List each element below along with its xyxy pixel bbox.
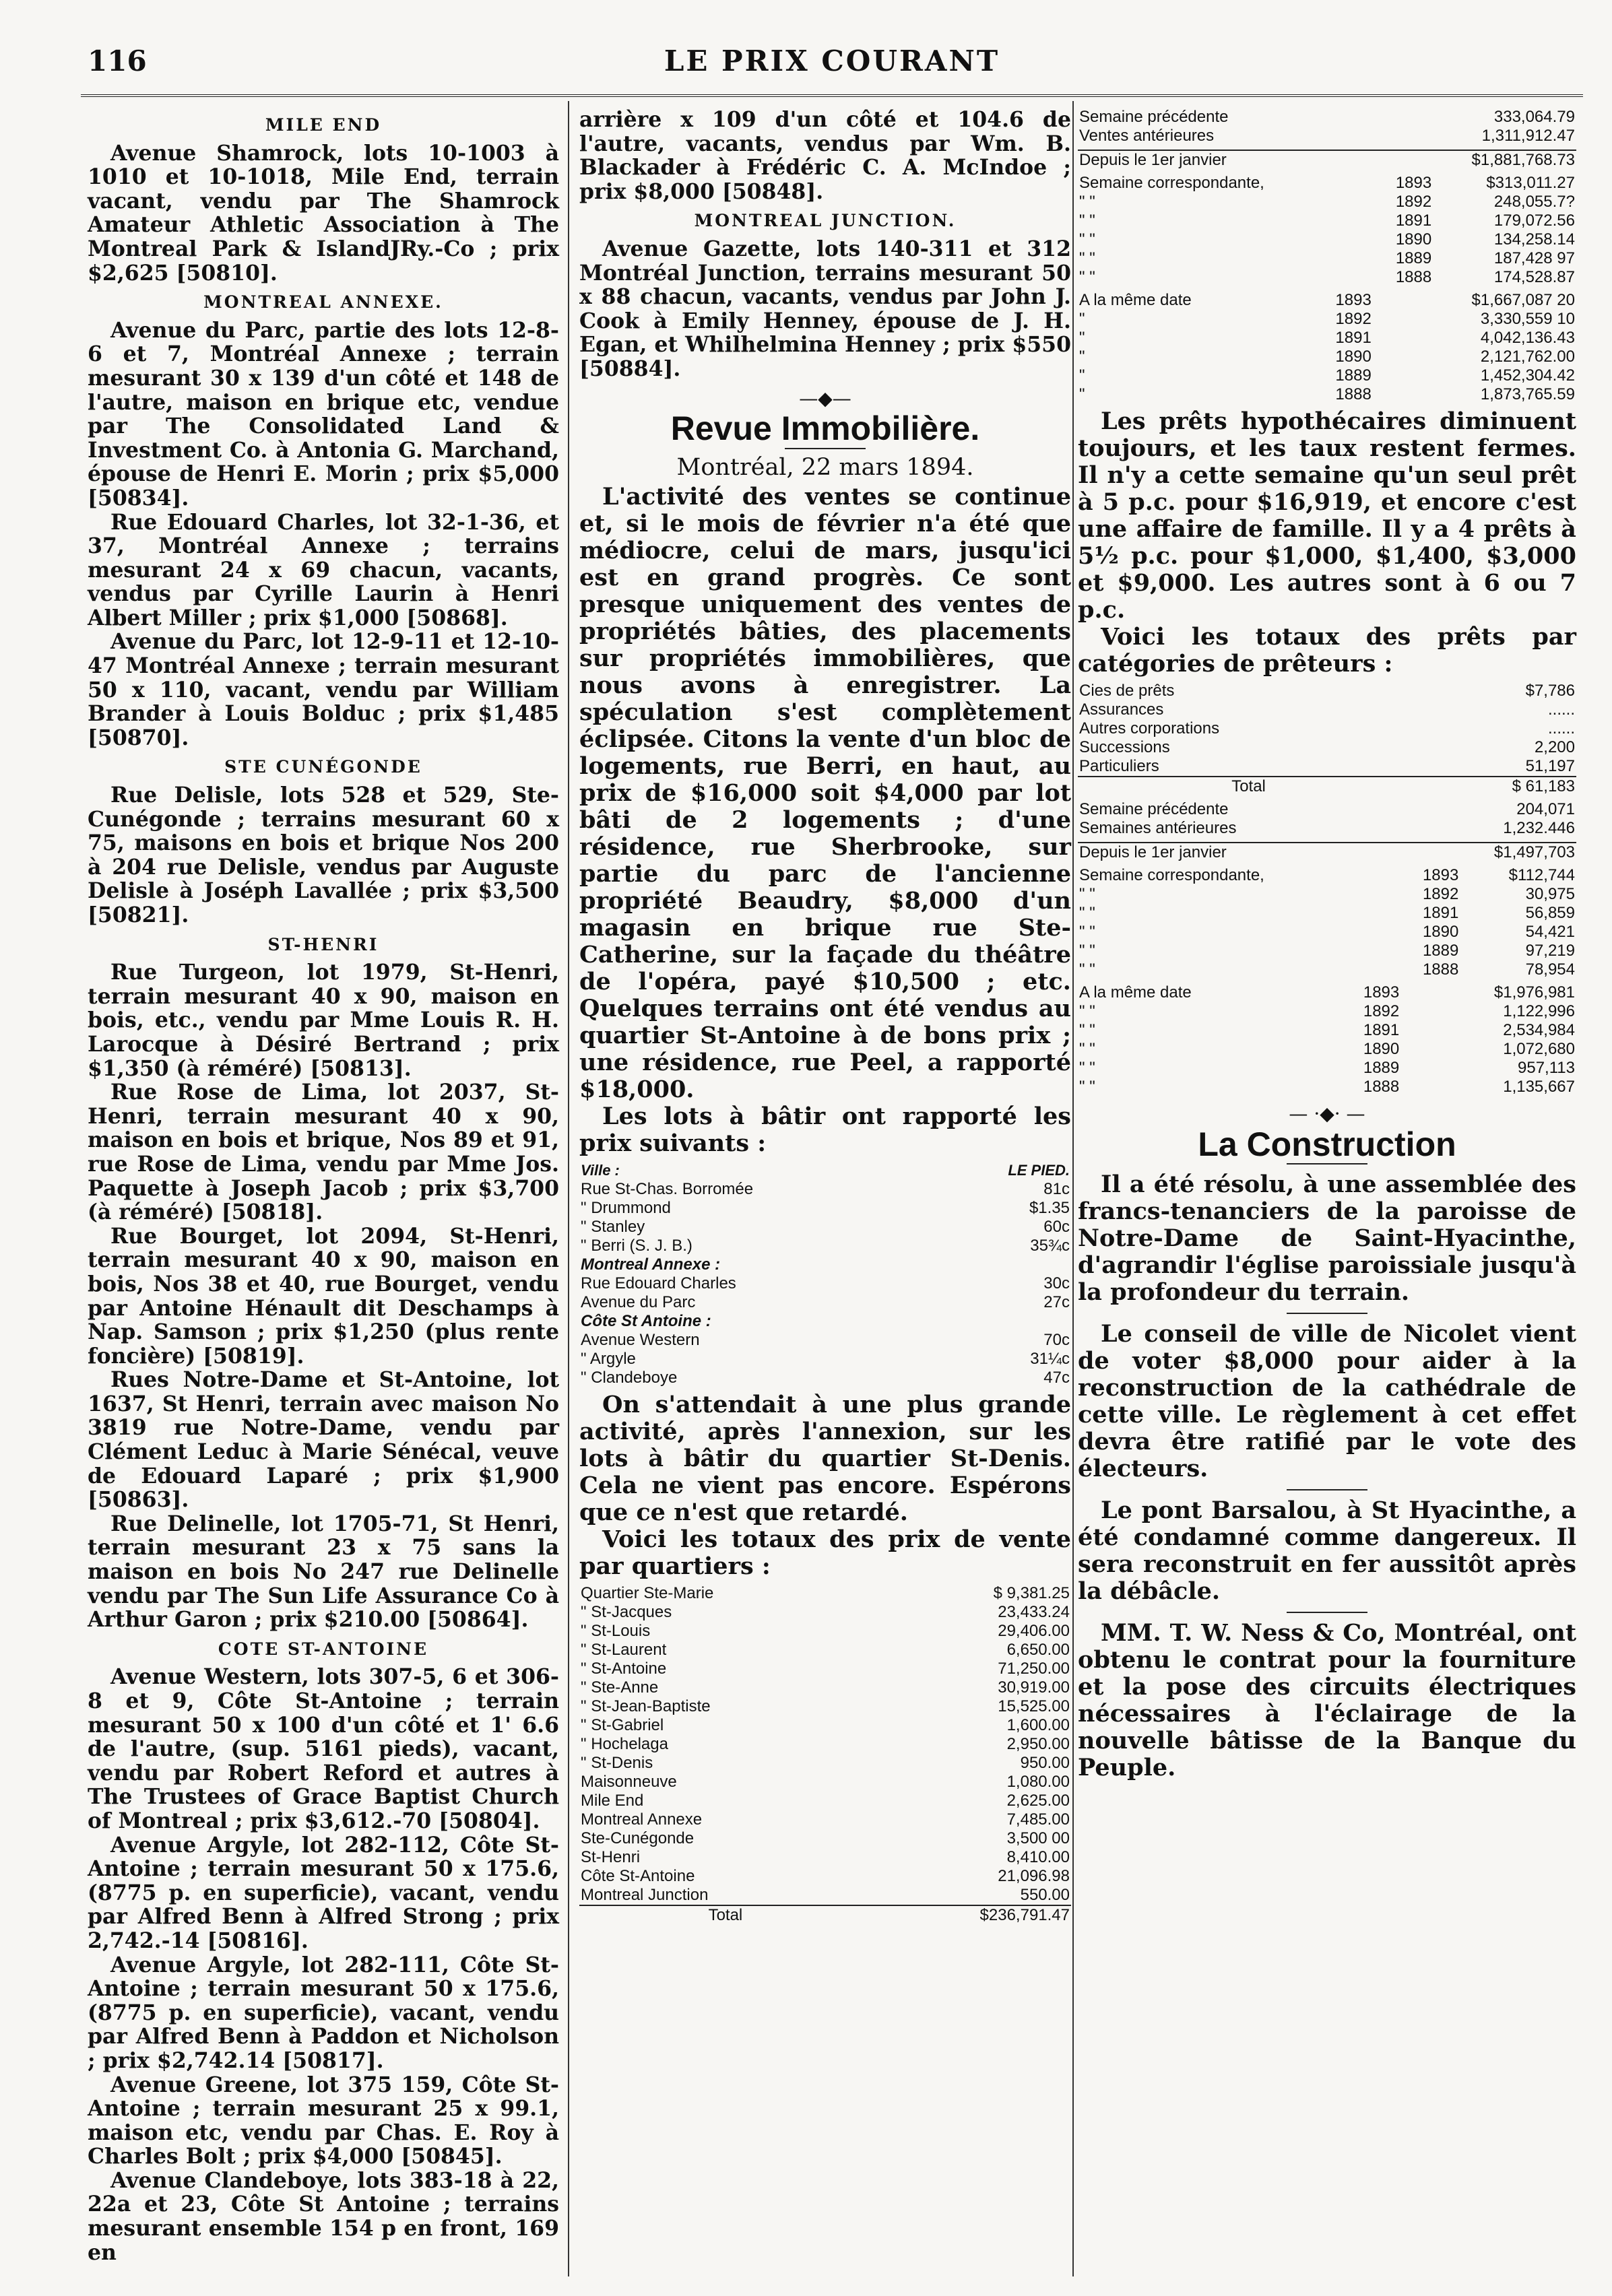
column-3-stats	[1078, 108, 1576, 1781]
total-label: Total	[579, 1905, 872, 1925]
table-header: Ville :	[581, 1162, 620, 1179]
row-year: 1890	[1335, 348, 1372, 366]
row-value: 950.00	[1020, 1754, 1070, 1773]
row-value: 4,042,136.43	[1480, 329, 1575, 347]
row-value	[939, 1255, 1071, 1274]
total-label: Total	[1078, 777, 1419, 796]
row-value: 2,121,762.00	[1480, 348, 1575, 366]
row-label: Ste-Cunégonde	[581, 1829, 695, 1848]
previous-weeks-table	[1078, 800, 1576, 838]
table-row	[1078, 174, 1576, 193]
section-heading: MONTREAL JUNCTION.	[694, 211, 957, 231]
row-label: " "	[1079, 230, 1095, 249]
sale-paragraph: Rue Bourget, lot 2094, St-Henri, terrain mesurant 40 x 90, maison en bois, Nos 38 et 40, rue Bourget, vendu par Antoine Hénault dit Deschamps à Nap. Samson ; prix $1,250 (plus rente foncière) [50819].	[88, 1223, 559, 1369]
row-value: 54,421	[1525, 923, 1575, 941]
row-value: 51,197	[1525, 757, 1575, 775]
table-row	[1078, 211, 1576, 230]
table-row	[1078, 700, 1576, 719]
sale-paragraph: Rues Notre-Dame et St-Antoine, lot 1637, St Henri, terrain avec maison No 3819 rue Notre-Dame, vendu par Clément Leduc à Marie Sénécal, veuve de Edouard Laparé ; prix $1,900 [50863].	[88, 1367, 559, 1513]
row-value: 78,954	[1525, 960, 1575, 979]
table-row	[1078, 1002, 1576, 1021]
row-label: Semaine précédente	[1079, 108, 1229, 126]
row-year: 1889	[1363, 1059, 1400, 1077]
sale-paragraph: Rue Turgeon, lot 1979, St-Henri, terrain mesurant 40 x 90, maison en bois, etc., vendu par Mme Louis R. H. Larocque à Désiré Bertrand ; prix $1,350 (à réméré) [50813].	[88, 960, 559, 1081]
table-row	[1078, 983, 1576, 1002]
row-label: " St-Louis	[581, 1622, 651, 1641]
row-label: Montreal Junction	[581, 1886, 709, 1905]
row-label: " St-Laurent	[581, 1641, 667, 1660]
sale-paragraph: Rue Delinelle, lot 1705-71, St Henri, terrain mesurant 23 x 75 sans la maison en bois No 247 rue Delinelle vendu par The Sun Life Assurance Co à Arthur Garon ; prix $210.00 [50864].	[88, 1511, 559, 1633]
row-year: 1892	[1422, 885, 1459, 903]
title-rule	[1287, 1163, 1367, 1165]
table-row	[1078, 738, 1576, 757]
sale-paragraph: Avenue Greene, lot 375 159, Côte St-Antoine ; terrain mesurant 25 x 99.1, maison etc, vendu par Chas. E. Roy à Charles Bolt ; prix $4,000 [50845].	[88, 2072, 559, 2169]
row-label: " Clandeboye	[581, 1369, 678, 1387]
table-row	[579, 1641, 1071, 1660]
row-year: 1889	[1335, 366, 1372, 385]
corresponding-week-table	[1078, 866, 1576, 979]
row-label: " St-Jean-Baptiste	[581, 1697, 711, 1716]
row-value: 333,064.79	[1493, 108, 1575, 126]
row-label: Autres corporations	[1079, 719, 1220, 737]
sale-paragraph: Avenue Clandeboye, lots 383-18 à 22, 22a et 23, Côte St Antoine ; terrains mesurant ensemble 154 p en front, 169 en	[88, 2167, 559, 2265]
table-row	[579, 1660, 1071, 1678]
table-row	[579, 1237, 1071, 1255]
table-row	[579, 1867, 1071, 1886]
row-value: 56,859	[1525, 904, 1575, 922]
table-row	[1078, 310, 1576, 329]
table-row	[579, 1180, 1071, 1199]
table-row	[1078, 885, 1576, 904]
page-number: 116	[88, 44, 147, 77]
row-value: 97,219	[1525, 942, 1575, 960]
corresponding-week-table	[1078, 174, 1576, 287]
row-label: Successions	[1079, 738, 1170, 756]
row-value: 2,625.00	[1006, 1792, 1070, 1810]
article-paragraph: Voici les totaux des prêts par catégories de prêteurs :	[1078, 623, 1576, 678]
table-row	[579, 1293, 1071, 1312]
row-value: 1,873,765.59	[1480, 385, 1575, 403]
row-year: 1893	[1395, 174, 1432, 192]
table-row	[579, 1829, 1071, 1848]
row-value: $112,744	[1508, 866, 1575, 884]
column-2-revue	[579, 108, 1071, 1929]
table-row	[1078, 127, 1576, 145]
table-row	[1078, 800, 1576, 819]
title-rule	[785, 448, 866, 449]
item-rule	[1287, 1612, 1367, 1613]
section-heading: STE CUNÉGONDE	[224, 757, 422, 777]
table-row	[1078, 866, 1576, 885]
row-label: Montreal Annexe	[581, 1810, 703, 1829]
row-label: Côte St Antoine :	[581, 1312, 711, 1331]
row-value: 60c	[1043, 1218, 1070, 1237]
row-label: St-Henri	[581, 1848, 641, 1867]
row-year: 1893	[1422, 866, 1459, 884]
row-year: 1890	[1363, 1040, 1400, 1058]
item-rule	[1287, 1489, 1367, 1490]
row-value: $7,786	[1525, 682, 1575, 700]
table-row	[1078, 268, 1576, 287]
article-title: La Construction	[1198, 1125, 1456, 1163]
table-row	[1078, 348, 1576, 366]
row-label: " "	[1079, 960, 1095, 979]
same-date-table	[1078, 983, 1576, 1096]
row-value: 1,122,996	[1503, 1002, 1575, 1020]
page-header	[81, 44, 1583, 85]
row-year: 1888	[1363, 1078, 1400, 1096]
sale-paragraph: Avenue Shamrock, lots 10-1003 à 1010 et 10-1018, Mile End, terrain vacant, vendu par The Shamrock Amateur Athletic Association à The Montreal Park & IslandJRy.-Co ; prix $2,625 [50810].	[88, 140, 559, 286]
row-value: 550.00	[1020, 1886, 1070, 1905]
journal-title: LE PRIX COURANT	[664, 44, 1000, 77]
row-label: " "	[1079, 923, 1095, 941]
row-label: "	[1079, 385, 1085, 403]
row-value: 1,135,667	[1503, 1078, 1575, 1096]
row-value: 8,410.00	[1006, 1848, 1070, 1867]
row-label: Particuliers	[1079, 757, 1159, 775]
sale-paragraph: Avenue du Parc, partie des lots 12-8-6 et 7, Montréal Annexe ; terrain mesurant 30 x 139 d'un côté et 148 de l'autre, maison en brique etc, vendue par The Consolidated Land & Investment Co. à Antonia G. Marchand, épouse de Henri E. Morin ; prix $5,000 [50834].	[88, 317, 559, 511]
row-value: 6,650.00	[1006, 1641, 1070, 1660]
section-heading: COTE ST-ANTOINE	[218, 1639, 429, 1659]
row-year: 1892	[1335, 310, 1372, 328]
row-label: " Ste-Anne	[581, 1678, 659, 1697]
row-year: 1888	[1422, 960, 1459, 979]
article-paragraph: On s'attendait à une plus grande activité, après l'annexion, sur les lots à bâtir du quartier St-Denis. Cela ne vient pas encore. Espérons que ce n'est que retardé.	[579, 1391, 1071, 1527]
row-label: "	[1079, 366, 1085, 385]
row-value: 35¾c	[1030, 1237, 1070, 1255]
row-year: 1893	[1363, 983, 1400, 1002]
table-row	[1078, 193, 1576, 211]
news-item: MM. T. W. Ness & Co, Montréal, ont obtenu le contrat pour la fourniture et la pose des circuits électriques nécessaires à l'éclairage de la nouvelle bâtisse de la Banque du Peuple.	[1078, 1619, 1576, 1782]
row-value: 71,250.00	[998, 1660, 1070, 1678]
article-date: Montréal, 22 mars 1894.	[676, 453, 974, 481]
row-label: " "	[1079, 249, 1095, 267]
loans-by-lender-table	[1078, 682, 1576, 796]
sale-paragraph: Avenue Argyle, lot 282-112, Côte St-Antoine ; terrain mesurant 50 x 175.6, (8775 p. en superficie), vacant, vendu par Alfred Benn à Alfred Strong ; prix 2,742.-14 [50816].	[88, 1832, 559, 1953]
table-row	[579, 1678, 1071, 1697]
article-title: Revue Immobilière.	[670, 409, 980, 448]
row-value: $1,667,087 20	[1471, 291, 1575, 309]
row-label: Côte St-Antoine	[581, 1867, 695, 1886]
column-1-sales	[88, 108, 559, 2264]
table-row	[1078, 291, 1576, 310]
row-value: 179,072.56	[1493, 211, 1575, 230]
row-label: " Stanley	[581, 1218, 645, 1237]
row-value: 7,485.00	[1006, 1810, 1070, 1829]
table-row	[579, 1350, 1071, 1369]
row-label: " "	[1079, 1078, 1095, 1096]
row-value: 21,096.98	[998, 1867, 1070, 1886]
row-label: " Berri (S. J. B.)	[581, 1237, 692, 1255]
row-value: 174,528.87	[1493, 268, 1575, 286]
news-item: Le pont Barsalou, à St Hyacinthe, a été condamné comme dangereux. Il sera reconstruit en fer aussitôt après la débâcle.	[1078, 1497, 1576, 1606]
sale-paragraph: Avenue du Parc, lot 12-9-11 et 12-10-47 Montréal Annexe ; terrain mesurant 50 x 110, vacant, vendu par William Brander à Louis Bolduc ; prix $1,485 [50870].	[88, 629, 559, 750]
table-row	[1078, 108, 1576, 127]
table-row	[1078, 1040, 1576, 1059]
table-row	[579, 1886, 1071, 1905]
row-label: Semaine précédente	[1079, 800, 1229, 818]
article-paragraph: L'activité des ventes se continue et, si le mois de février n'a été que médiocre, celui de mars, jusqu'ici est en grand progrès. Ce sont presque uniquement des ventes de propriétés bâties, des placements sur propriétés immobilières, que nous avons à enregistrer. La spéculation s'est complètement éclipsée. Citons la vente d'un bloc de logements, rue Berri, en haut, au prix de $16,000 soit $4,000 par lot bâti de 2 logements ; d'une résidence, rue Sherbrooke, sur partie du parc de l'ancienne propriété Beaudry, $8,000 d'un magasin en brique rue Ste-Catherine, sur la façade du théâtre de l'opéra, payé $10,500 ; etc. Quelques terrains ont été vendus au quartier St-Antoine à de bons prix ; une résidence, rue Peel, a rapporté $18,000.	[579, 483, 1071, 1104]
row-value: 81c	[1043, 1180, 1070, 1199]
table-row	[579, 1622, 1071, 1641]
row-label: "	[1079, 329, 1085, 347]
table-row	[1078, 366, 1576, 385]
total-value: $236,791.47	[872, 1905, 1071, 1925]
table-row	[1078, 719, 1576, 738]
article-paragraph: Voici les totaux des prix de vente par quartiers :	[579, 1526, 1071, 1581]
row-label: Semaines antérieures	[1079, 819, 1237, 837]
row-year: 1891	[1395, 211, 1432, 230]
table-row	[1078, 923, 1576, 942]
row-label: Avenue du Parc	[581, 1293, 696, 1312]
row-value: ......	[1547, 719, 1575, 737]
row-label: Semaine correspondante,	[1079, 174, 1264, 192]
sale-paragraph: Rue Rose de Lima, lot 2037, St-Henri, terrain mesurant 40 x 90, maison en bois et brique, Nos 89 et 91, rue Rose de Lima, vendu par Mme Jos. Paquette à Joseph Jacob ; prix $3,700 (à réméré) [50818].	[88, 1080, 559, 1225]
sales-summary-table	[1078, 108, 1576, 145]
table-row	[579, 1199, 1071, 1218]
row-label: " St-Antoine	[581, 1660, 667, 1678]
row-value: 30c	[1043, 1274, 1070, 1293]
table-row	[579, 1331, 1071, 1350]
table-row	[579, 1773, 1071, 1792]
table-row	[579, 1754, 1071, 1773]
row-value: $313,011.27	[1486, 174, 1575, 192]
row-year: 1893	[1335, 291, 1372, 309]
row-label: " Hochelaga	[581, 1735, 668, 1754]
row-value: 248,055.7?	[1493, 193, 1575, 211]
row-year: 1891	[1363, 1021, 1400, 1039]
ornament: — ·◆· —	[1289, 1103, 1365, 1125]
row-value: 1,311,912.47	[1481, 127, 1575, 145]
row-value: 204,071	[1516, 800, 1575, 818]
table-row	[1078, 960, 1576, 979]
row-label: " "	[1079, 211, 1095, 230]
row-value: $ 9,381.25	[993, 1584, 1070, 1603]
sale-paragraph: Rue Edouard Charles, lot 32-1-36, et 37, Montréal Annexe ; terrains mesurant 24 x 69 chacun, vacants, vendus par Cyrille Laurin à Henri Albert Miller ; prix $1,000 [50868].	[88, 509, 559, 630]
section-heading: MONTREAL ANNEXE.	[203, 292, 443, 313]
table-row	[579, 1848, 1071, 1867]
row-value: $1.35	[1029, 1199, 1070, 1218]
row-value: 1,232.446	[1503, 819, 1575, 837]
table-row	[579, 1584, 1071, 1603]
row-year: 1888	[1395, 268, 1432, 286]
ornament: —◆—	[799, 387, 851, 409]
row-label: " St-Jacques	[581, 1603, 672, 1622]
table-row	[579, 1369, 1071, 1387]
row-label: "	[1079, 348, 1085, 366]
quarter-totals-table	[579, 1584, 1071, 1925]
row-value: 1,080.00	[1006, 1773, 1070, 1792]
row-year: 1889	[1422, 942, 1459, 960]
sale-paragraph: Avenue Western, lots 307-5, 6 et 306-8 et 9, Côte St-Antoine ; terrain mesurant 50 x 100 d'un côté et 1' 6.6 de l'autre, (sup. 5161 pieds), vacant, vendu par Robert Reford et autres à The Trustees of Grace Baptist Church of Montreal ; prix $3,612.-70 [50804].	[88, 1664, 559, 1833]
row-label: " Drummond	[581, 1199, 671, 1218]
column-separator	[568, 101, 569, 2276]
row-label: "	[1079, 310, 1085, 328]
table-row	[579, 1255, 1071, 1274]
row-value: 27c	[1043, 1293, 1070, 1312]
row-value: 2,534,984	[1503, 1021, 1575, 1039]
table-row	[1078, 682, 1576, 700]
table-row	[1078, 904, 1576, 923]
table-row	[1078, 329, 1576, 348]
row-value: $1,881,768.73	[1370, 150, 1576, 170]
sale-paragraph: Avenue Gazette, lots 140-311 et 312 Montréal Junction, terrains mesurant 50 x 88 chacun, vacants, vendus par John J. Cook à Emily Henney, épouse de J. H. Egan, et Whilhelmina Henney ; prix $550 [50884].	[579, 236, 1071, 381]
row-value: 47c	[1043, 1369, 1070, 1387]
row-label: Depuis le 1er janvier	[1078, 843, 1398, 862]
article-paragraph: Les prêts hypothécaires diminuent toujours, et les taux restent fermes. Il n'y a cette semaine qu'un seul prêt à 5 p.c. pour $16,919, et encore c'est une affaire de famille. Il y a 4 prêts à 5½ p.c. pour $1,000, $1,400, $3,000 et $9,000. Les autres sont à 6 ou 7 p.c.	[1078, 407, 1576, 624]
row-year: 1888	[1335, 385, 1372, 403]
news-item: Le conseil de ville de Nicolet vient de voter $8,000 pour aider à la reconstruction de la cathédrale de cette ville. Le règlement à cet effet devra être ratifié par le vote des électeurs.	[1078, 1320, 1576, 1483]
row-value: 3,330,559 10	[1480, 310, 1575, 328]
row-label: Depuis le 1er janvier	[1078, 150, 1370, 170]
table-row	[579, 1810, 1071, 1829]
header-rule	[81, 94, 1583, 97]
row-value	[939, 1312, 1071, 1331]
row-label: Maisonneuve	[581, 1773, 677, 1792]
row-value: 29,406.00	[998, 1622, 1070, 1641]
section-heading: ST-HENRI	[267, 934, 379, 954]
table-row	[1078, 249, 1576, 268]
section-heading: MILE END	[265, 115, 382, 135]
row-value: 1,452,304.42	[1480, 366, 1575, 385]
table-row	[579, 1274, 1071, 1293]
table-row	[579, 1603, 1071, 1622]
row-label: Quartier Ste-Marie	[581, 1584, 714, 1603]
table-row	[579, 1218, 1071, 1237]
row-year: 1889	[1395, 249, 1432, 267]
row-value: 1,072,680	[1503, 1040, 1575, 1058]
table-row	[579, 1735, 1071, 1754]
row-year: 1891	[1422, 904, 1459, 922]
row-value: 70c	[1043, 1331, 1070, 1350]
row-label: " "	[1079, 885, 1095, 903]
row-label: A la même date	[1079, 983, 1192, 1002]
row-label: " "	[1079, 193, 1095, 211]
table-row	[1078, 1021, 1576, 1040]
same-date-table	[1078, 291, 1576, 404]
table-row	[1078, 1059, 1576, 1078]
row-value: 30,919.00	[998, 1678, 1070, 1697]
row-value: $1,497,703	[1398, 843, 1576, 862]
row-value: 2,950.00	[1006, 1735, 1070, 1754]
since-january-row	[1078, 842, 1576, 862]
row-label: " "	[1079, 268, 1095, 286]
row-year: 1891	[1335, 329, 1372, 347]
table-row	[579, 1697, 1071, 1716]
table-row	[1078, 942, 1576, 960]
row-label: " "	[1079, 1021, 1095, 1039]
row-label: Semaine correspondante,	[1079, 866, 1264, 884]
row-label: " St-Denis	[581, 1754, 653, 1773]
row-label: " St-Gabriel	[581, 1716, 664, 1735]
row-label: Rue Edouard Charles	[581, 1274, 736, 1293]
row-year: 1892	[1363, 1002, 1400, 1020]
row-label: Cies de prêts	[1079, 682, 1175, 700]
row-label: " "	[1079, 1059, 1095, 1077]
sale-paragraph: Rue Delisle, lots 528 et 529, Ste-Cunégonde ; terrains mesurant 60 x 75, maisons en bois et brique Nos 200 à 204 rue Delisle, vendus par Auguste Delisle à Joséph Lavallée ; prix $3,500 [50821].	[88, 783, 559, 927]
article-paragraph: Les lots à bâtir ont rapporté les prix suivants :	[579, 1103, 1071, 1158]
row-label: " "	[1079, 1002, 1095, 1020]
row-year: 1890	[1422, 923, 1459, 941]
row-label: " "	[1079, 1040, 1095, 1058]
table-row	[1078, 1078, 1576, 1096]
row-label: Ventes antérieures	[1079, 127, 1215, 145]
row-value: 134,258.14	[1493, 230, 1575, 249]
row-label: " Argyle	[581, 1350, 636, 1369]
row-value: 3,500 00	[1006, 1829, 1070, 1848]
table-row	[579, 1312, 1071, 1331]
row-label: A la même date	[1079, 291, 1192, 309]
row-label: Assurances	[1079, 700, 1164, 719]
table-row	[579, 1716, 1071, 1735]
table-header: LE PIED.	[1008, 1162, 1070, 1179]
continued-paragraph: arrière x 109 d'un côté et 104.6 de l'autre, vacants, vendus par Wm. B. Blackader à Frédéric C. A. McIndoe ; prix $8,000 [50848].	[579, 107, 1071, 204]
item-rule	[1287, 1313, 1367, 1314]
sale-paragraph: Avenue Argyle, lot 282-111, Côte St-Antoine ; terrain mesurant 50 x 175.6, (8775 p. en superficie), vacant, vendu par Alfred Benn à Paddon et Nicholson ; prix $2,742.14 [50817].	[88, 1952, 559, 2073]
total-value: $ 61,183	[1419, 777, 1576, 796]
since-january-row	[1078, 150, 1576, 170]
row-label: Rue St-Chas. Borromée	[581, 1180, 754, 1199]
table-row	[1078, 819, 1576, 838]
row-label: Mile End	[581, 1792, 644, 1810]
row-label: " "	[1079, 904, 1095, 922]
row-value: 31¼c	[1030, 1350, 1070, 1369]
row-value: $1,976,981	[1493, 983, 1575, 1002]
row-value: 187,428 97	[1493, 249, 1575, 267]
row-value: 30,975	[1525, 885, 1575, 903]
row-label: " "	[1079, 942, 1095, 960]
row-label: Montreal Annexe :	[581, 1255, 721, 1274]
row-value: ......	[1547, 700, 1575, 719]
row-year: 1890	[1395, 230, 1432, 249]
row-value: 2,200	[1534, 738, 1575, 756]
table-row	[579, 1792, 1071, 1810]
table-row	[1078, 757, 1576, 777]
column-separator	[1072, 101, 1074, 2276]
lot-prices-table	[579, 1161, 1071, 1387]
row-label: Avenue Western	[581, 1331, 700, 1350]
news-item: Il a été résolu, à une assemblée des francs-tenanciers de la paroisse de Notre-Dame de Saint-Hyacinthe, d'agrandir l'église paroissiale jusqu'à la profondeur du terrain.	[1078, 1171, 1576, 1307]
row-value: 15,525.00	[998, 1697, 1070, 1716]
row-value: 957,113	[1518, 1059, 1575, 1077]
row-year: 1892	[1395, 193, 1432, 211]
row-value: 1,600.00	[1006, 1716, 1070, 1735]
table-row	[1078, 230, 1576, 249]
table-row	[1078, 385, 1576, 404]
row-value: 23,433.24	[998, 1603, 1070, 1622]
